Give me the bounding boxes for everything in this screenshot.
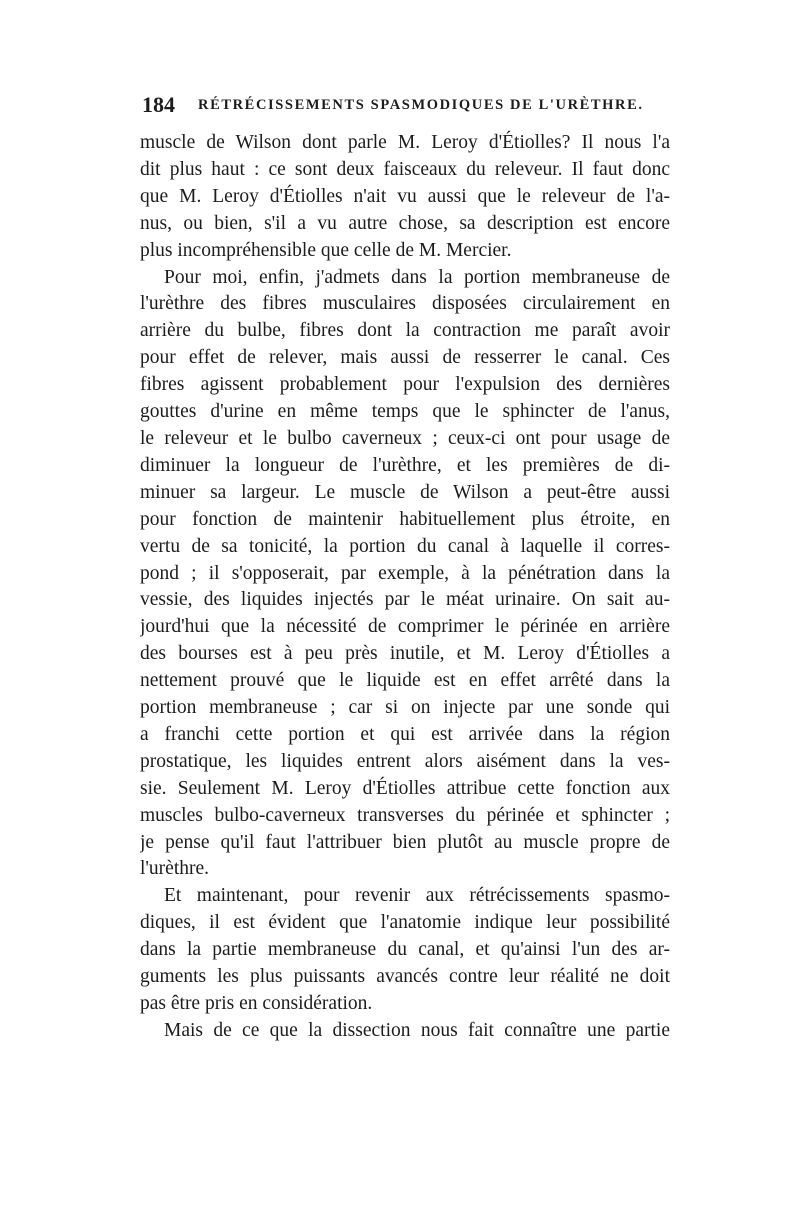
text-line: pas être pris en considération. [140, 993, 373, 1014]
page-number: 184 [142, 92, 175, 117]
text-line: portion membraneuse ; car si on injecte par une sonde qui [140, 697, 670, 719]
text-line: dit plus haut : ce sont deux faisceaux du releveur. Il faut donc [140, 158, 670, 180]
text-line: jourd'hui que la nécessité de comprimer le périnée en arrière [140, 616, 670, 638]
text-line: nettement prouvé que le liquide est en effet arrêté dans la [140, 670, 670, 692]
text-line: gouttes d'urine en même temps que le sphincter de l'anus, [140, 401, 670, 423]
text-line: guments les plus puissants avancés contre leur réalité ne doit [140, 966, 670, 988]
text-line: sie. Seulement M. Leroy d'Étiolles attribue cette fonction aux [140, 777, 670, 799]
text-line: Et maintenant, pour revenir aux rétrécissements spasmo- [164, 885, 670, 907]
running-head [142, 92, 672, 122]
text-line: arrière du bulbe, fibres dont la contraction me paraît avoir [140, 320, 670, 342]
text-line: Pour moi, enfin, j'admets dans la portion membraneuse de [164, 266, 670, 288]
text-line: Mais de ce que la dissection nous fait connaître une partie [164, 1019, 670, 1041]
text-line: vessie, des liquides injectés par le méat urinaire. On sait au- [140, 589, 670, 611]
text-line: que M. Leroy d'Étiolles n'ait vu aussi que le releveur de l'a- [140, 185, 670, 207]
text-line: pour effet de relever, mais aussi de resserrer le canal. Ces [140, 347, 670, 369]
text-line: le releveur et le bulbo caverneux ; ceux-ci ont pour usage de [140, 427, 670, 449]
body-text [140, 130, 670, 1045]
text-line: dans la partie membraneuse du canal, et qu'ainsi l'un des ar- [140, 939, 670, 961]
running-title: RÉTRÉCISSEMENTS SPASMODIQUES DE L'URÈTHRE. [198, 97, 644, 113]
text-line: muscle de Wilson dont parle M. Leroy d'Étiolles? Il nous l'a [140, 132, 670, 153]
text-line: vertu de sa tonicité, la portion du canal à laquelle il corres- [140, 535, 670, 557]
text-line: diques, il est évident que l'anatomie indique leur possibilité [140, 912, 670, 934]
text-line: l'urèthre. [140, 858, 210, 880]
text-line: pond ; il s'opposerait, par exemple, à la pénétration dans la [140, 562, 670, 584]
text-line: prostatique, les liquides entrent alors aisément dans la ves- [140, 750, 670, 772]
text-line: a franchi cette portion et qui est arrivée dans la région [140, 723, 670, 745]
text-line: pour fonction de maintenir habituellement plus étroite, en [140, 508, 670, 530]
text-line: muscles bulbo-caverneux transverses du périnée et sphincter ; [140, 804, 670, 826]
text-line: plus incompréhensible que celle de M. Mercier. [140, 239, 512, 261]
text-line: je pense qu'il faut l'attribuer bien plutôt au muscle propre de [140, 831, 670, 853]
text-line: des bourses est à peu près inutile, et M. Leroy d'Étiolles a [140, 643, 670, 665]
text-line: diminuer la longueur de l'urèthre, et les premières de di- [140, 454, 670, 476]
text-line: fibres agissent probablement pour l'expulsion des dernières [140, 374, 670, 396]
text-line: nus, ou bien, s'il a vu autre chose, sa description est encore [140, 212, 670, 234]
text-line: l'urèthre des fibres musculaires disposées circulairement en [140, 293, 670, 315]
text-line: minuer sa largeur. Le muscle de Wilson a peut-être aussi [140, 481, 670, 503]
